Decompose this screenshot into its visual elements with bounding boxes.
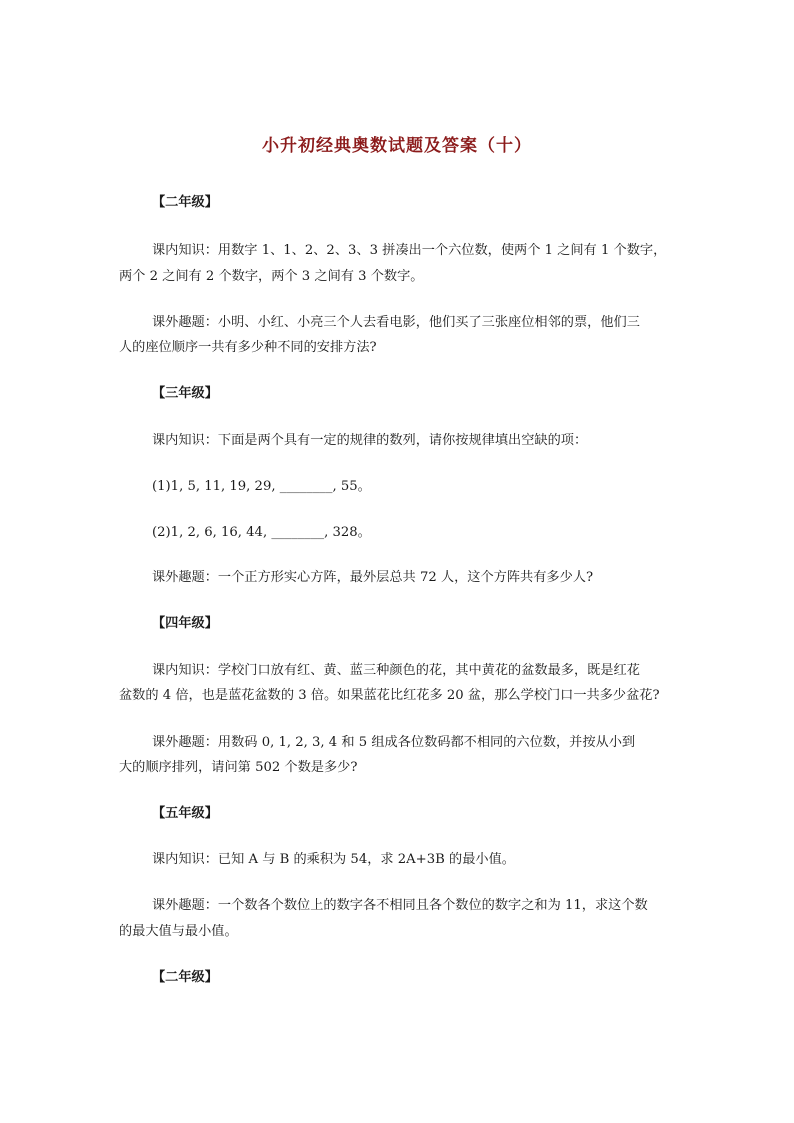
section-heading-grade-3: 【三年级】 (152, 386, 218, 401)
section-heading-grade-4: 【四年级】 (152, 616, 218, 631)
grade-2-extra-question-line-1: 课外趣题：小明、小红、小亮三个人去看电影，他们买了三张座位相邻的票，他们三 (152, 315, 640, 330)
grade-5-extra-question-line-1: 课外趣题：一个数各个数位上的数字各不相同且各个数位的数字之和为 11，求这个数 (152, 898, 648, 913)
section-heading-grade-5: 【五年级】 (152, 806, 218, 821)
grade-4-extra-question-line-2: 大的顺序排列，请问第 502 个数是多少? (119, 760, 358, 775)
grade-4-in-class-question-line-2: 盆数的 4 倍，也是蓝花盆数的 3 倍。如果蓝花比红花多 20 盆，那么学校门口一共多少盆花? (119, 688, 660, 703)
grade-3-sequence-1: (1)1, 5, 11, 19, 29, ________, 55。 (152, 479, 371, 494)
section-heading-grade-2-repeat: 【二年级】 (152, 970, 218, 985)
grade-3-sequence-2: (2)1, 2, 6, 16, 44, ________, 328。 (152, 525, 371, 540)
grade-4-extra-question-line-1: 课外趣题：用数码 0, 1, 2, 3, 4 和 5 组成各位数码都不相同的六位数，并按从小到 (152, 735, 636, 750)
grade-2-in-class-question-line-1: 课内知识：用数字 1、1、2、2、3、3 拼凑出一个六位数，使两个 1 之间有 1 个数字， (152, 243, 667, 258)
section-heading-grade-2: 【二年级】 (152, 195, 218, 210)
grade-4-in-class-question-line-1: 课内知识：学校门口放有红、黄、蓝三种颜色的花，其中黄花的盆数最多，既是红花 (152, 663, 640, 678)
grade-3-in-class-question: 课内知识：下面是两个具有一定的规律的数列，请你按规律填出空缺的项： (152, 433, 588, 448)
grade-2-extra-question-line-2: 人的座位顺序一共有多少种不同的安排方法? (119, 340, 377, 355)
grade-5-in-class-question: 课内知识：已知 A 与 B 的乘积为 54，求 2A+3B 的最小值。 (152, 852, 515, 867)
grade-3-extra-question: 课外趣题：一个正方形实心方阵，最外层总共 72 人，这个方阵共有多少人? (152, 570, 594, 585)
grade-5-extra-question-line-2: 的最大值与最小值。 (119, 924, 238, 939)
page-title: 小升初经典奥数试题及答案（十） (262, 136, 532, 156)
grade-2-in-class-question-line-2: 两个 2 之间有 2 个数字，两个 3 之间有 3 个数字。 (119, 269, 424, 284)
